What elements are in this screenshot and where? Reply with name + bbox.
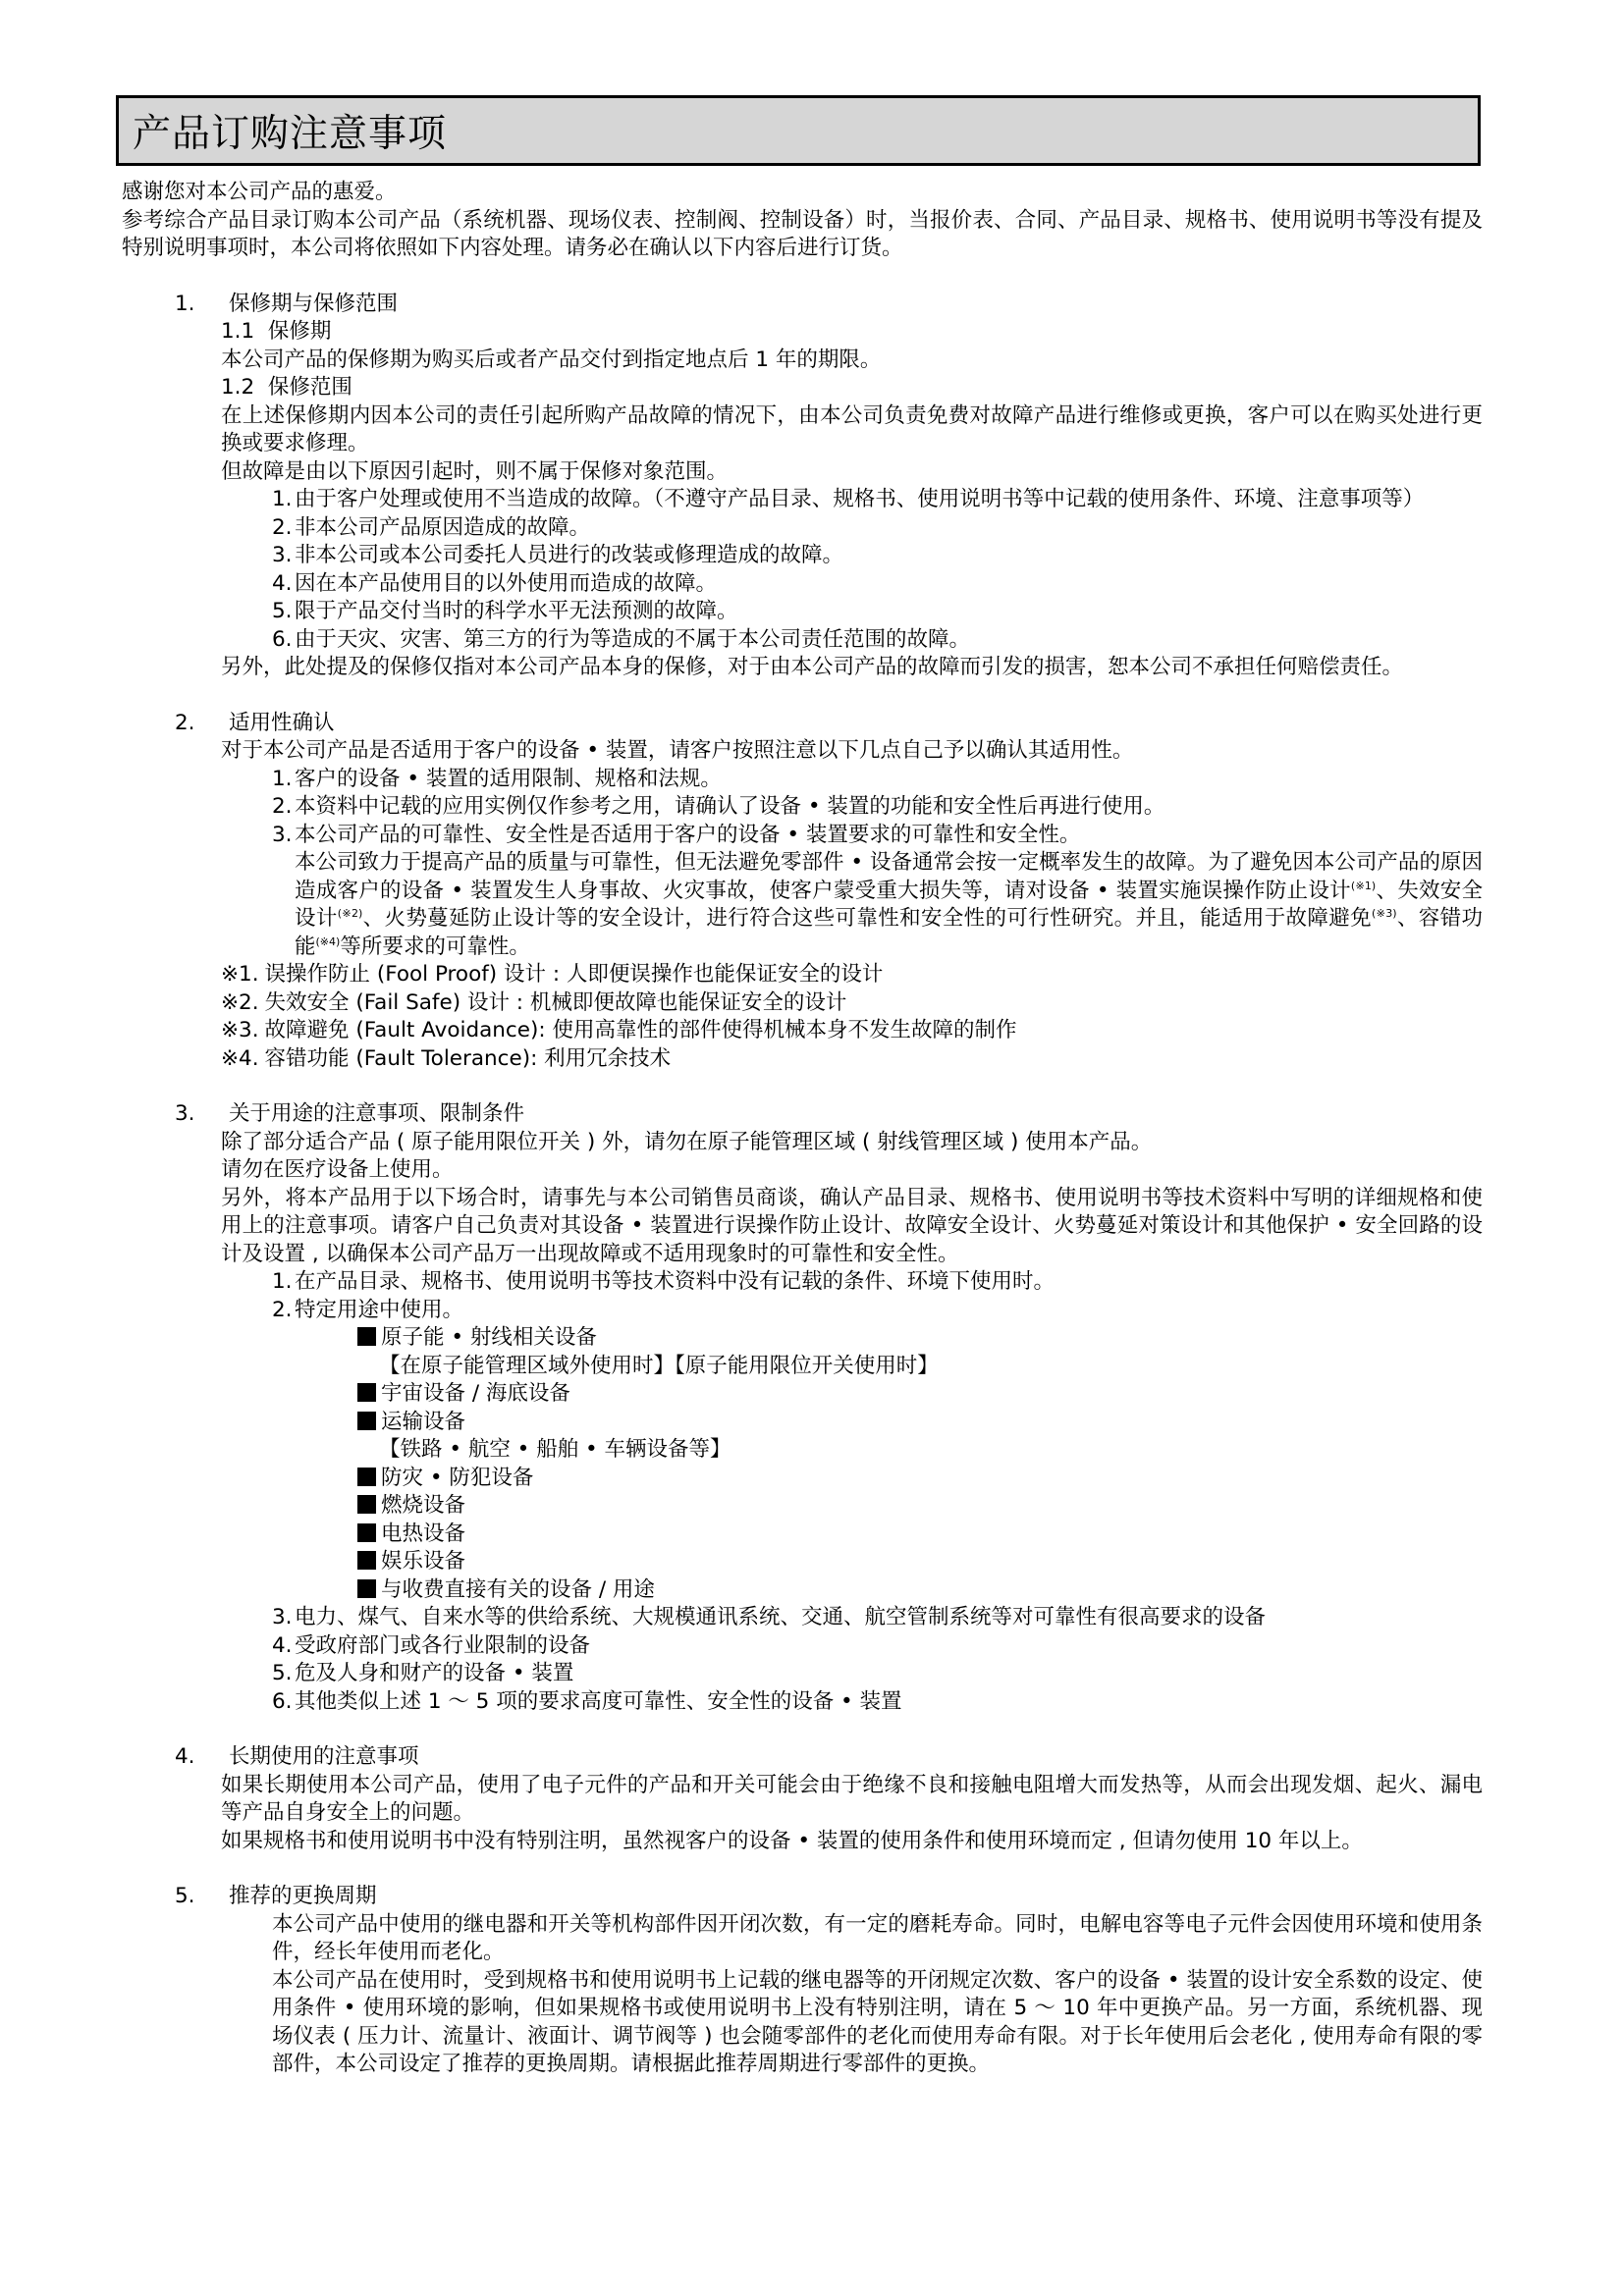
item-number: 1.: [272, 1269, 293, 1294]
item-text: 特定用途中使用。: [295, 1297, 464, 1322]
list-item: [122, 1268, 1483, 1297]
subsection-title: 1.1 保修期: [221, 319, 332, 344]
text-run: 本公司致力于提高产品的质量与可靠性，但无法避免零部件 • 设备通常会按一定概率发生的故障。为了避免因本公司产品的原因造成客户的设备 • 装置发生人身事故、火灾事故，使客户蒙受重大损失等，请对设备 • 装置实施误操作防止设计: [295, 850, 1483, 903]
item-number: 3.: [272, 1605, 293, 1629]
bullet-item: [122, 1380, 1483, 1409]
bullet-text: 与收费直接有关的设备 / 用途: [381, 1576, 655, 1602]
footnote: [122, 1045, 1483, 1074]
list-item: [122, 1632, 1483, 1661]
section-4-heading: [122, 1743, 1483, 1772]
item-text: 非本公司或本公司委托人员进行的改装或修理造成的故障。: [295, 543, 844, 567]
paragraph: 除了部分适合产品 ( 原子能用限位开关 ) 外，请勿在原子能管理区域 ( 射线管理区域 ) 使用本产品。: [221, 1129, 1153, 1154]
footnote-ref: (※4): [315, 934, 341, 948]
footnote-number: ※2.: [221, 989, 259, 1015]
section-title: 关于用途的注意事项、限制条件: [229, 1101, 525, 1126]
bullet-text: 防灾 • 防犯设备: [381, 1465, 534, 1490]
section-5-heading: [122, 1883, 1483, 1911]
footnote-text: 容错功能 (Fault Tolerance): 利用冗余技术: [264, 1045, 672, 1071]
section-4: [122, 1743, 1483, 1855]
item-text: 由于天灾、灾害、第三方的行为等造成的不属于本公司责任范围的故障。: [295, 626, 971, 652]
square-bullet-icon: [357, 1468, 376, 1486]
item-number: 2.: [272, 1297, 293, 1322]
section-title: 保修期与保修范围: [229, 291, 399, 316]
list-item: [122, 1688, 1483, 1717]
item-text: 限于产品交付当时的科学水平无法预测的故障。: [295, 599, 738, 623]
list-item: [122, 598, 1483, 626]
bullet-item: [122, 1576, 1483, 1605]
item-number: 2.: [272, 514, 293, 540]
list-item: [122, 514, 1483, 543]
footnote-text: 失效安全 (Fail Safe) 设计 : 机械即便故障也能保证安全的设计: [264, 989, 847, 1015]
item-text: 由于客户处理或使用不当造成的故障。（不遵守产品目录、规格书、使用说明书等中记载的使用条件、环境、注意事项等）: [295, 487, 1425, 511]
item-number: 2.: [272, 794, 293, 819]
list-item: [122, 1604, 1483, 1632]
bullet-text: 娱乐设备: [381, 1549, 466, 1574]
square-bullet-icon: [357, 1523, 376, 1542]
paragraph: 如果长期使用本公司产品，使用了电子元件的产品和开关可能会由于绝缘不良和接触电阻增大而发热等，从而会出现发烟、起火、漏电等产品自身安全上的问题。: [221, 1772, 1483, 1825]
list-item: [122, 766, 1483, 794]
square-bullet-icon: [357, 1383, 376, 1402]
item-text: 因在本产品使用目的以外使用而造成的故障。: [295, 570, 718, 596]
list-item: [122, 486, 1483, 514]
bullet-item: [122, 1324, 1483, 1353]
footnote-ref: (※1): [1350, 879, 1377, 892]
section-title: 适用性确认: [229, 710, 335, 735]
paragraph: 本公司产品的保修期为购买后或者产品交付到指定地点后 1 年的期限。: [221, 347, 882, 372]
item-text: 危及人身和财产的设备 • 装置: [295, 1661, 574, 1685]
subsection-title: 1.2 保修范围: [221, 375, 352, 400]
title-banner: [116, 95, 1481, 166]
item-text: 在产品目录、规格书、使用说明书等技术资料中没有记载的条件、环境下使用时。: [295, 1269, 1056, 1294]
section-3: [122, 1100, 1483, 1716]
text-run: 等所要求的可靠性。: [340, 934, 530, 959]
list-item: [122, 626, 1483, 655]
item-number: 4.: [272, 570, 293, 596]
item-number: 5.: [272, 1661, 293, 1685]
square-bullet-icon: [357, 1579, 376, 1598]
footnote-number: ※3.: [221, 1018, 259, 1042]
bullet-item: [122, 1492, 1483, 1521]
section-number: 1.: [175, 291, 195, 316]
item-text: 非本公司产品原因造成的故障。: [295, 514, 591, 540]
bullet-text: 燃烧设备: [381, 1493, 466, 1518]
footnote: [122, 989, 1483, 1018]
item-number: 6.: [272, 626, 293, 652]
section-3-heading: [122, 1100, 1483, 1129]
section-2: [122, 710, 1483, 1074]
square-bullet-icon: [357, 1327, 376, 1346]
item-text: 电力、煤气、自来水等的供给系统、大规模通讯系统、交通、航空管制系统等对可靠性有很高要求的设备: [295, 1605, 1267, 1629]
intro-line-1: 感谢您对本公司产品的惠爱。: [122, 180, 397, 204]
item-number: 5.: [272, 599, 293, 623]
section-number: 5.: [175, 1884, 195, 1908]
paragraph: 对于本公司产品是否适用于客户的设备 • 装置，请客户按照注意以下几点自己予以确认其适用性。: [221, 738, 1134, 763]
text-run: 、失效安全设计: [295, 878, 1483, 931]
item-text: 客户的设备 • 装置的适用限制、规格和法规。: [295, 766, 722, 791]
list-item: [122, 793, 1483, 822]
item-text: 其他类似上述 1 ～ 5 项的要求高度可靠性、安全性的设备 • 装置: [295, 1688, 902, 1714]
section-1: [122, 291, 1483, 682]
bullet-text: 原子能 • 射线相关设备: [381, 1325, 597, 1350]
bullet-item: [122, 1548, 1483, 1576]
footnote-ref: (※3): [1372, 906, 1397, 920]
bullet-item: [122, 1409, 1483, 1437]
list-item: [122, 570, 1483, 599]
section-number: 3.: [175, 1101, 195, 1126]
page-title: 产品订购注意事项: [133, 112, 448, 156]
intro-line-2: 参考综合产品目录订购本公司产品（系统机器、现场仪表、控制阀、控制设备）时，当报价表、合同、产品目录、规格书、使用说明书等没有提及特别说明事项时，本公司将依照如下内容处理。请务必在确认以下内容后进行订货。: [122, 207, 1483, 260]
item-number: 1.: [272, 766, 293, 791]
bullet-text: 宇宙设备 / 海底设备: [381, 1381, 570, 1406]
footnote: [122, 961, 1483, 989]
bullet-subitem: 【铁路 • 航空 • 船舶 • 车辆设备等】: [379, 1437, 731, 1462]
footnote-text: 误操作防止 (Fool Proof) 设计 : 人即便误操作也能保证安全的设计: [264, 962, 884, 987]
document-body: [122, 179, 1483, 2079]
section-title: 长期使用的注意事项: [229, 1744, 419, 1769]
item-text: 本公司产品的可靠性、安全性是否适用于客户的设备 • 装置要求的可靠性和安全性。: [295, 822, 1081, 847]
item-number: 4.: [272, 1632, 293, 1658]
item-number: 6.: [272, 1688, 293, 1714]
item-number: 1.: [272, 487, 293, 511]
bullet-text: 电热设备: [381, 1521, 466, 1546]
section-5: [122, 1883, 1483, 2079]
item-text: 本资料中记载的应用实例仅作参考之用，请确认了设备 • 装置的功能和安全性后再进行使用。: [295, 794, 1165, 819]
bullet-subitem: 【在原子能管理区域外使用时】【原子能用限位开关使用时】: [379, 1353, 939, 1378]
paragraph: 本公司产品中使用的继电器和开关等机构部件因开闭次数，有一定的磨耗寿命。同时，电解电容等电子元件会因使用环境和使用条件，经长年使用而老化。: [272, 1911, 1483, 1964]
square-bullet-icon: [357, 1412, 376, 1430]
item-text: 受政府部门或各行业限制的设备: [295, 1632, 591, 1658]
section-number: 4.: [175, 1744, 195, 1769]
footnote: [122, 1017, 1483, 1045]
list-item: [122, 1660, 1483, 1688]
section-title: 推荐的更换周期: [229, 1884, 377, 1908]
paragraph: 另外，将本产品用于以下场合时，请事先与本公司销售员商谈，确认产品目录、规格书、使用说明书等技术资料中写明的详细规格和使用上的注意事项。请客户自己负责对其设备 • 装置进行误操作防止设计、故障安全设计、火势蔓延对策设计和其他保护 • 安全回路的设计及设置 , 以确保本公司产品万一出现故障或不适用现象时的可靠性和安全性。: [221, 1185, 1483, 1266]
paragraph: 但故障是由以下原因引起时，则不属于保修对象范围。: [221, 458, 729, 484]
reliability-paragraph: [122, 849, 1483, 961]
item-number: 3.: [272, 822, 293, 847]
list-item: [122, 542, 1483, 570]
paragraph: 请勿在医疗设备上使用。: [221, 1157, 454, 1182]
bullet-text: 运输设备: [381, 1409, 466, 1434]
text-run: 、火势蔓延防止设计等的安全设计，进行符合这些可靠性和安全性的可行性研究。并且，能适用于故障避免: [362, 906, 1372, 931]
bullet-item: [122, 1465, 1483, 1493]
bullet-item: [122, 1521, 1483, 1549]
list-item: [122, 822, 1483, 850]
square-bullet-icon: [357, 1495, 376, 1514]
section-number: 2.: [175, 710, 195, 735]
footnote-number: ※1.: [221, 962, 259, 987]
paragraph: 另外，此处提及的保修仅指对本公司产品本身的保修，对于由本公司产品的故障而引发的损害，恕本公司不承担任何赔偿责任。: [221, 655, 1404, 679]
footnote-ref: (※2): [337, 906, 363, 920]
paragraph: 如果规格书和使用说明书中没有特别注明，虽然视客户的设备 • 装置的使用条件和使用环境而定 , 但请勿使用 10 年以上。: [221, 1828, 1363, 1853]
footnote-text: 故障避免 (Fault Avoidance): 使用高靠性的部件使得机械本身不发生故障的制作: [264, 1018, 1017, 1042]
paragraph: 本公司产品在使用时，受到规格书和使用说明书上记载的继电器等的开闭规定次数、客户的设备 • 装置的设计安全系数的设定、使用条件 • 使用环境的影响，但如果规格书或使用说明书上没有特别注明，请在 5 ～ 10 年中更换产品。另一方面，系统机器、现场仪表 ( 压力计、流量计、液面计、调节阀等 ) 也会随零部件的老化而使用寿命有限。对于长年使用后会老化 , 使用寿命有限的零部件，本公司设定了推荐的更换周期。请根据此推荐周期进行零部件的更换。: [272, 1967, 1483, 2076]
item-number: 3.: [272, 543, 293, 567]
list-item: [122, 1297, 1483, 1325]
square-bullet-icon: [357, 1551, 376, 1570]
footnote-number: ※4.: [221, 1045, 259, 1071]
text-run: 、容错功能: [295, 906, 1483, 959]
section-2-heading: [122, 710, 1483, 738]
paragraph: 在上述保修期内因本公司的责任引起所购产品故障的情况下，由本公司负责免费对故障产品进行维修或更换，客户可以在购买处进行更换或要求修理。: [221, 402, 1483, 455]
section-1-heading: [122, 291, 1483, 319]
